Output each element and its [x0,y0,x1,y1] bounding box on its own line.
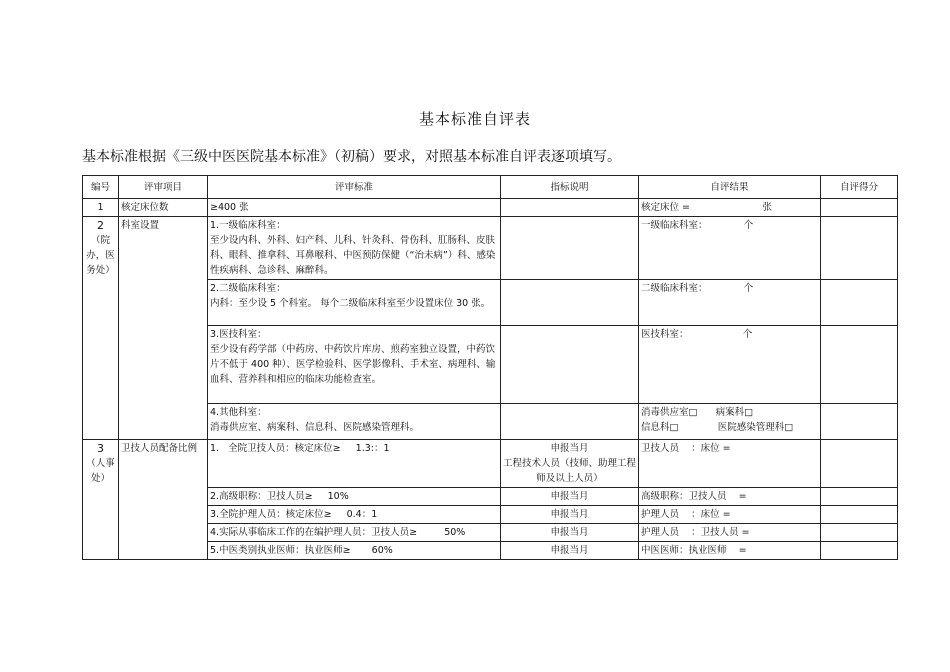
row-item: 科室设置 [119,217,208,440]
standard-body: 内科：至少设 5 个科室。 每个二级临床科室至少设置床位 30 张。 [210,298,491,309]
document-title: 基本标准自评表 [418,110,531,128]
row-indicator [501,217,639,280]
header-standard: 评审标准 [208,176,501,199]
standard-body: 至少设内科、外科、妇产科、儿科、针灸科、骨伤科、肛肠科、皮肤科、眼科、推拿科、耳鼻喉科、中医预防保健（“治未病”）科、感染性疾病科、急诊科、麻醉科。 [210,235,496,276]
row-score [821,326,898,404]
header-row [83,176,898,199]
self-evaluation-table [82,175,898,560]
row-indicator: 申报当月 [501,524,639,542]
standard-heading: 2.二级临床科室： [210,283,286,294]
row-result: 中医医师：执业医师 = [639,542,821,560]
table-row [83,199,898,217]
row-number-cell [83,217,119,440]
row-score [821,404,898,440]
row-result: 护理人员 ：卫技人员 = [639,524,821,542]
row-item: 核定床位数 [119,199,208,217]
row-indicator [501,199,639,217]
row-result: 医技科室： 个 [639,326,821,404]
row-score [821,488,898,506]
header-score: 自评得分 [821,176,898,199]
row-standard: 1. 全院卫技人员：核定床位≥ 1.3:：1 [208,440,501,488]
row-standard: 2.高级职称：卫技人员≥ 10% [208,488,501,506]
row-result: 核定床位 = 张 [639,199,821,217]
header-result: 自评结果 [639,176,821,199]
row-indicator [501,404,639,440]
row-standard: ≥400 张 [208,199,501,217]
table-row [83,440,898,488]
table-row [83,217,898,280]
row-standard: 4.实际从事临床工作的在编护理人员：卫技人员≥ 50% [208,524,501,542]
row-indicator [501,326,639,404]
standard-heading: 4.其他科室： [210,407,267,418]
row-score [821,542,898,560]
row-indicator [501,280,639,326]
row-standard: 3.全院护理人员：核定床位≥ 0.4：1 [208,506,501,524]
row-standard [208,217,501,280]
row-number: 3 [97,442,104,455]
row-score [821,524,898,542]
row-standard: 5.中医类别执业医师：执业医师≥ 60% [208,542,501,560]
row-indicator: 申报当月 [501,542,639,560]
row-standard [208,404,501,440]
row-number: 1 [83,199,119,217]
row-score [821,280,898,326]
row-number-cell [83,440,119,560]
row-department: （人事处） [86,458,115,484]
row-department: （院办，医务处） [86,235,115,276]
row-result: 二级临床科室： 个 [639,280,821,326]
standard-body: 至少设有药学部（中药房、中药饮片库房、煎药室独立设置，中药饮片不低于 400 种）、医学检验科、医学影像科、手术室、病理科、输血科、营养科和相应的临床功能检查室。 [210,344,496,385]
standard-heading: 1.一级临床科室： [210,220,286,231]
header-number: 编号 [83,176,119,199]
row-result: 高级职称：卫技人员 = [639,488,821,506]
row-score [821,217,898,280]
row-result: 护理人员 ：床位 = [639,506,821,524]
row-standard [208,326,501,404]
header-item: 评审项目 [119,176,208,199]
row-number: 2 [97,219,104,232]
row-indicator: 申报当月 [501,488,639,506]
result-line: 消毒供应室□ 病案科□ [641,407,754,418]
row-result: 一级临床科室： 个 [639,217,821,280]
header-indicator: 指标说明 [501,176,639,199]
standard-heading: 3.医技科室： [210,329,267,340]
row-item: 卫技人员配备比例 [119,440,208,560]
row-indicator: 申报当月 工程技术人员（技师、助理工程师及以上人员） [501,440,639,488]
row-score [821,506,898,524]
row-score [821,440,898,488]
row-indicator: 申报当月 [501,506,639,524]
row-result [639,404,821,440]
row-score [821,199,898,217]
standard-body: 消毒供应室、病案科、信息科、医院感染管理科。 [210,422,420,433]
row-result: 卫技人员 ：床位 = [639,440,821,488]
row-standard [208,280,501,326]
intro-text: 基本标准根据《三级中医医院基本标准》（初稿）要求，对照基本标准自评表逐项填写。 [82,149,621,165]
result-line: 信息科□ 医院感染管理科□ [641,422,794,433]
